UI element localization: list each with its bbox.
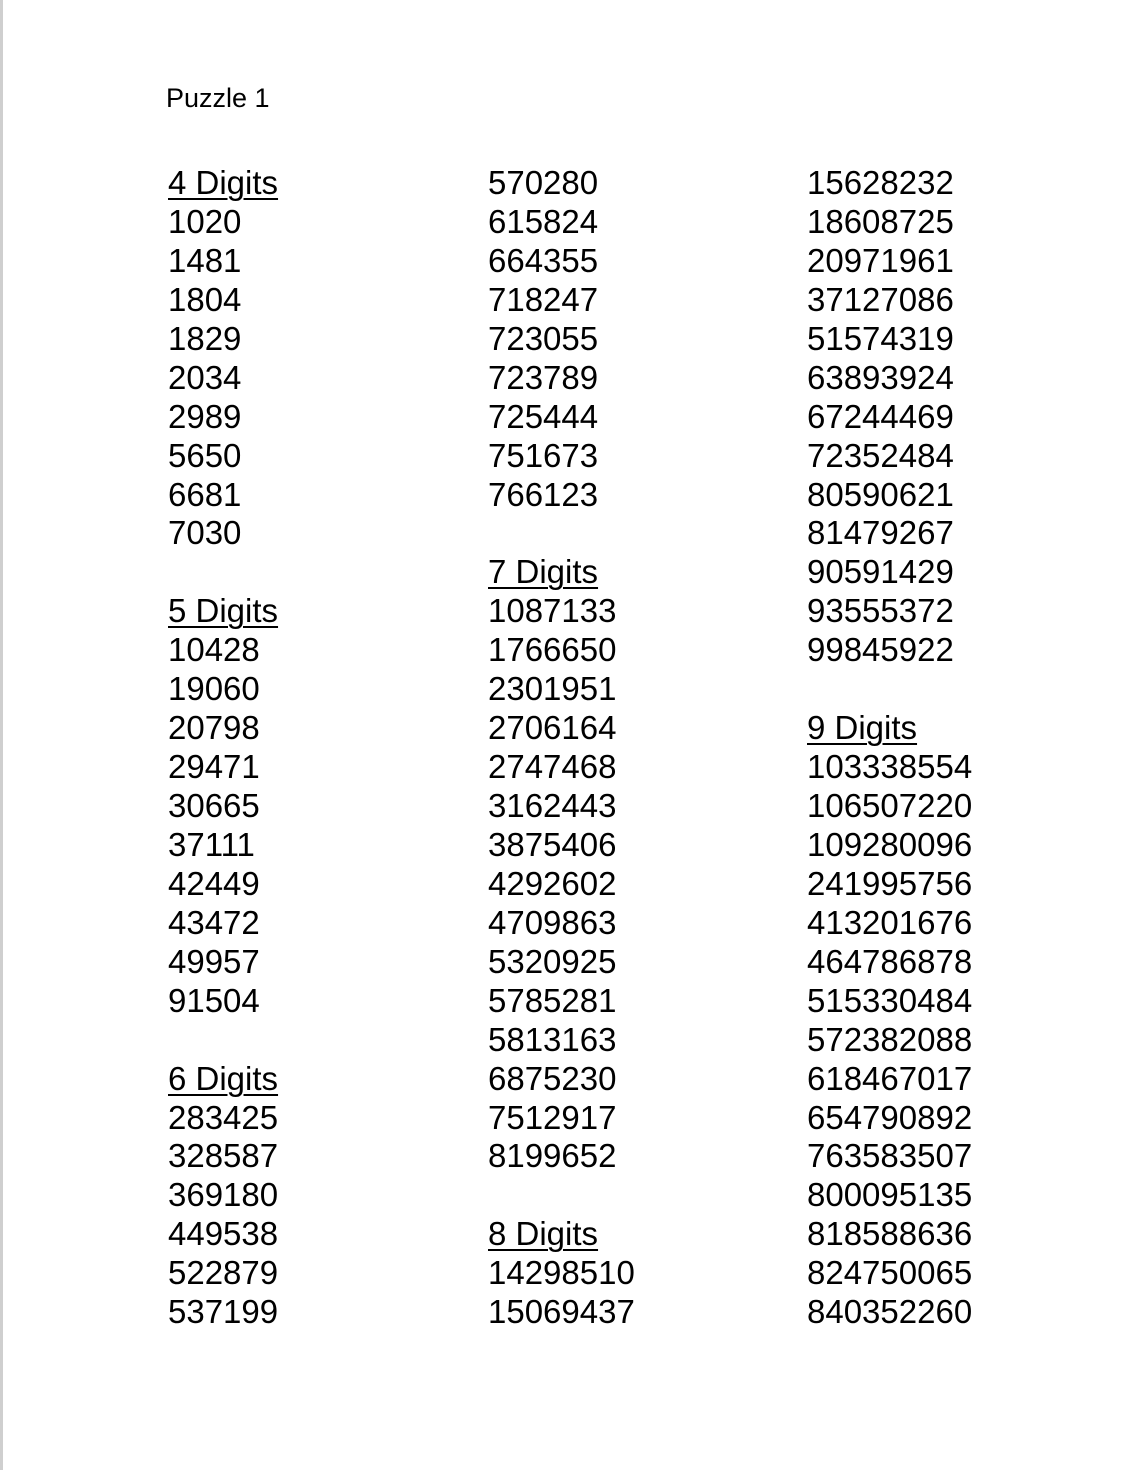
list-item: 80590621 xyxy=(807,475,954,513)
list-item: 14298510 xyxy=(488,1254,635,1292)
list-item: 725444 xyxy=(488,397,599,435)
list-item: 2989 xyxy=(168,397,242,435)
list-item: 106507220 xyxy=(807,787,973,824)
section-heading-8-digits: 8 Digits xyxy=(488,1215,599,1253)
section-heading-4-digits: 4 Digits xyxy=(168,164,279,201)
list-item: 10428 xyxy=(168,631,260,669)
word-list-column-2 xyxy=(488,164,635,1332)
list-item: 42449 xyxy=(168,864,260,902)
list-item: 413201676 xyxy=(807,903,973,941)
spacer xyxy=(488,514,635,553)
list-item: 15069437 xyxy=(488,1293,635,1331)
list-item: 81479267 xyxy=(807,514,954,552)
page-title: Puzzle 1 xyxy=(166,83,270,113)
list-item: 4292602 xyxy=(488,864,617,902)
list-item: 800095135 xyxy=(807,1176,973,1214)
list-item: 766123 xyxy=(488,475,599,513)
list-item: 49957 xyxy=(168,942,260,980)
list-item: 1804 xyxy=(168,280,242,318)
page-edge xyxy=(0,0,3,1470)
list-item: 751673 xyxy=(488,436,599,474)
list-item: 37127086 xyxy=(807,280,954,318)
word-list-column-1 xyxy=(168,164,278,1332)
list-item: 18608725 xyxy=(807,202,954,240)
list-item: 1087133 xyxy=(488,592,617,630)
list-item: 449538 xyxy=(168,1215,279,1253)
list-item: 718247 xyxy=(488,280,599,318)
list-item: 283425 xyxy=(168,1098,279,1136)
word-list-column-3 xyxy=(807,164,972,1332)
list-item: 6875230 xyxy=(488,1059,617,1097)
list-item: 6681 xyxy=(168,475,242,513)
list-item: 537199 xyxy=(168,1293,279,1331)
list-item: 3875406 xyxy=(488,825,617,863)
list-item: 2034 xyxy=(168,358,242,396)
list-item: 7512917 xyxy=(488,1098,617,1136)
list-item: 99845922 xyxy=(807,631,954,669)
list-item: 818588636 xyxy=(807,1215,973,1253)
list-item: 72352484 xyxy=(807,436,954,474)
list-item: 2747468 xyxy=(488,748,617,786)
list-item: 5785281 xyxy=(488,981,617,1019)
spacer xyxy=(807,670,972,709)
list-item: 29471 xyxy=(168,748,260,786)
list-item: 615824 xyxy=(488,202,599,240)
list-item: 654790892 xyxy=(807,1098,973,1136)
list-item: 664355 xyxy=(488,241,599,279)
list-item: 1766650 xyxy=(488,631,617,669)
list-item: 51574319 xyxy=(807,319,954,357)
list-item: 8199652 xyxy=(488,1137,617,1175)
list-item: 67244469 xyxy=(807,397,954,435)
list-item: 20798 xyxy=(168,709,260,747)
list-item: 7030 xyxy=(168,514,242,552)
list-item: 19060 xyxy=(168,670,260,708)
list-item: 241995756 xyxy=(807,864,973,902)
list-item: 37111 xyxy=(168,825,255,863)
list-item: 1481 xyxy=(168,241,242,279)
section-heading-5-digits: 5 Digits xyxy=(168,592,279,630)
list-item: 103338554 xyxy=(807,748,973,786)
list-item: 1829 xyxy=(168,319,242,357)
list-item: 20971961 xyxy=(807,241,954,279)
list-item: 5813163 xyxy=(488,1020,617,1058)
list-item: 369180 xyxy=(168,1176,279,1214)
list-item: 43472 xyxy=(168,903,260,941)
spacer xyxy=(168,553,278,592)
list-item: 515330484 xyxy=(807,981,973,1019)
list-item: 109280096 xyxy=(807,825,973,863)
list-item: 90591429 xyxy=(807,553,954,591)
list-item: 723055 xyxy=(488,319,599,357)
list-item: 91504 xyxy=(168,981,260,1019)
list-item: 522879 xyxy=(168,1254,279,1292)
list-item: 93555372 xyxy=(807,592,954,630)
section-heading-6-digits: 6 Digits xyxy=(168,1059,279,1097)
list-item: 3162443 xyxy=(488,787,617,824)
list-item: 2301951 xyxy=(488,670,617,708)
list-item: 618467017 xyxy=(807,1059,973,1097)
list-item: 328587 xyxy=(168,1137,279,1175)
list-item: 4709863 xyxy=(488,903,617,941)
list-item: 824750065 xyxy=(807,1254,973,1292)
list-item: 723789 xyxy=(488,358,599,396)
list-item: 464786878 xyxy=(807,942,973,980)
spacer xyxy=(168,1021,278,1060)
list-item: 63893924 xyxy=(807,358,954,396)
list-item: 840352260 xyxy=(807,1293,973,1331)
list-item: 15628232 xyxy=(807,164,954,201)
list-item: 5650 xyxy=(168,436,242,474)
list-item: 570280 xyxy=(488,164,599,201)
list-item: 5320925 xyxy=(488,942,617,980)
list-item: 1020 xyxy=(168,202,242,240)
spacer xyxy=(488,1176,635,1215)
list-item: 30665 xyxy=(168,787,260,824)
list-item: 763583507 xyxy=(807,1137,973,1175)
section-heading-9-digits: 9 Digits xyxy=(807,709,918,747)
list-item: 572382088 xyxy=(807,1020,973,1058)
list-item: 2706164 xyxy=(488,709,617,747)
section-heading-7-digits: 7 Digits xyxy=(488,553,599,591)
